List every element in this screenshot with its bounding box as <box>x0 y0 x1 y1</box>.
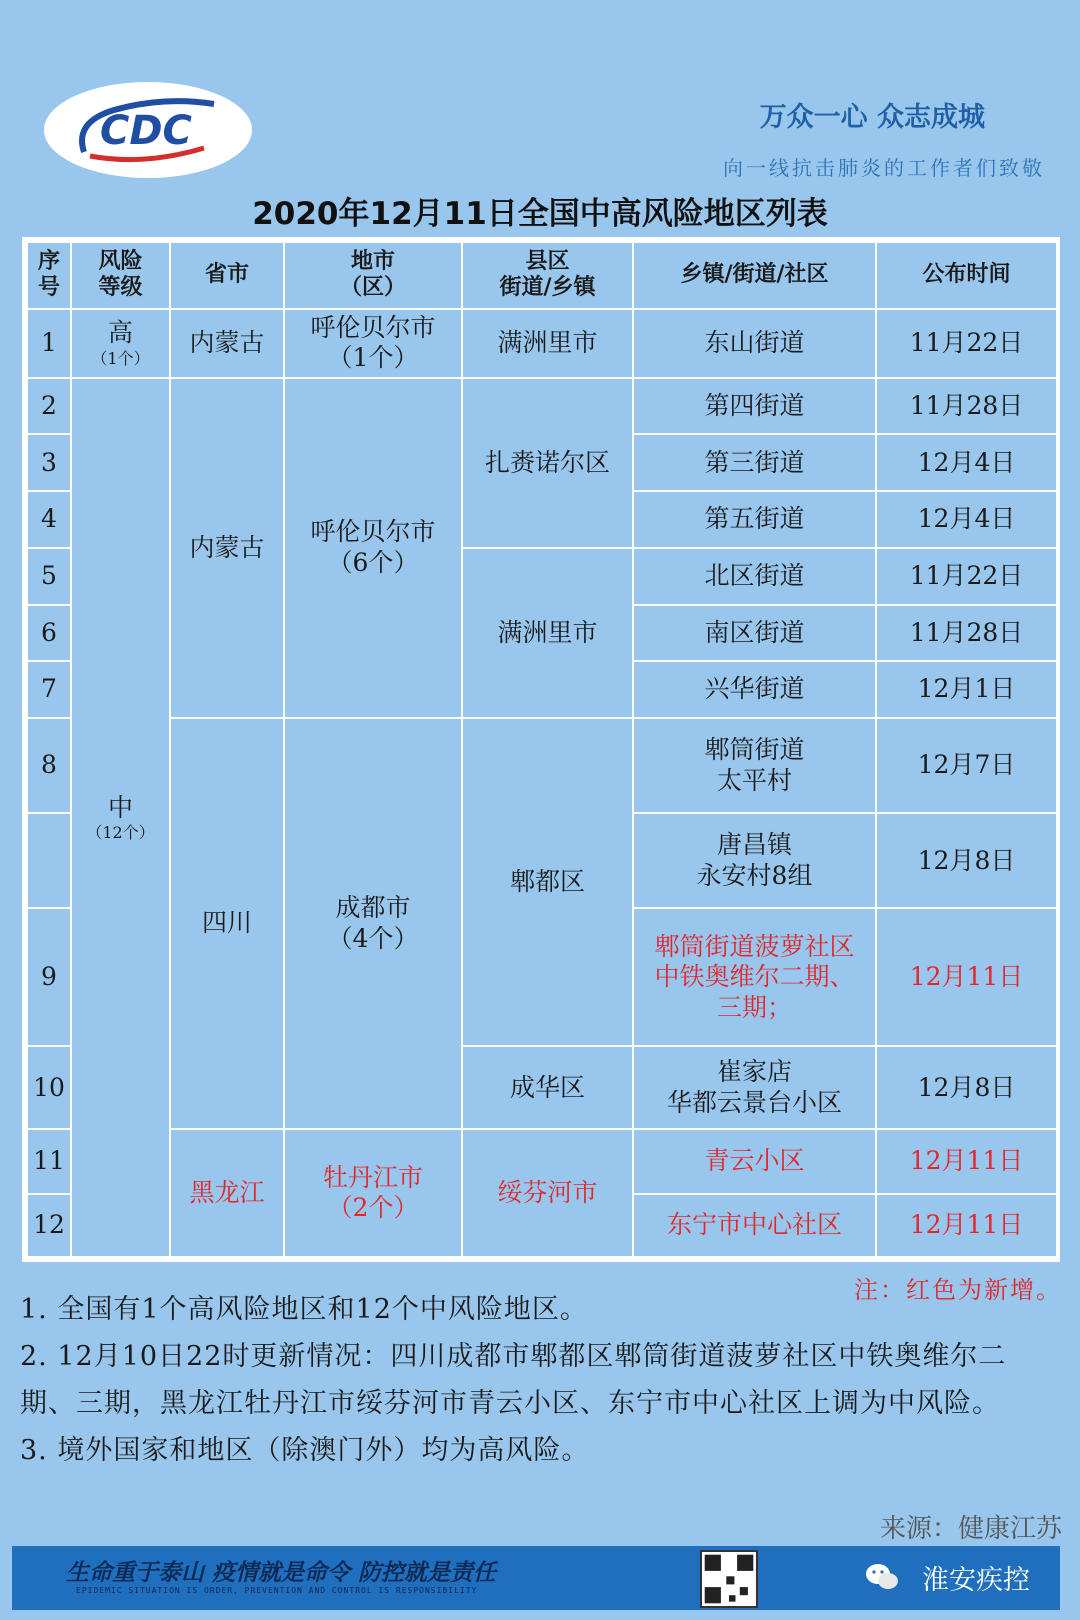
header-date: 公布时间 <box>876 242 1057 309</box>
seq-cell: 3 <box>27 434 71 491</box>
date-cell: 12月4日 <box>876 434 1057 491</box>
date-cell: 12月8日 <box>876 813 1057 908</box>
wechat-icon <box>864 1562 900 1592</box>
note-item: 3. 境外国家和地区（除澳门外）均为高风险。 <box>20 1435 590 1466</box>
header-community: 乡镇/街道/社区 <box>633 242 876 309</box>
seq-cell: 7 <box>27 661 71 718</box>
footer-banner <box>12 1546 1060 1610</box>
county-cell-new: 绥芬河市 <box>462 1129 633 1257</box>
community-cell: 唐昌镇 永安村8组 <box>633 813 876 908</box>
level-medium-cell: 中 （12个） <box>71 378 170 1257</box>
seq-cell: 4 <box>27 491 71 548</box>
city-cell: 呼伦贝尔市 （1个） <box>284 309 462 378</box>
note-item: 1. 全国有1个高风险地区和12个中风险地区。 <box>20 1294 588 1325</box>
header-province: 省市 <box>170 242 284 309</box>
risk-table-container <box>22 237 1060 1262</box>
seq-cell <box>27 813 71 908</box>
community-cell: 第三街道 <box>633 434 876 491</box>
table-row <box>27 309 1057 378</box>
table-row <box>27 378 1057 435</box>
community-cell: 南区街道 <box>633 605 876 662</box>
date-cell-new: 12月11日 <box>876 908 1057 1046</box>
seq-cell: 2 <box>27 378 71 435</box>
community-cell: 东山街道 <box>633 309 876 378</box>
new-items-note: 注：红色为新增。 <box>854 1276 1062 1304</box>
community-cell-new: 青云小区 <box>633 1129 876 1194</box>
page-title: 2020年12月11日全国中高风险地区列表 <box>252 196 828 232</box>
cdc-logo <box>44 82 252 178</box>
seq-cell: 5 <box>27 548 71 605</box>
logo-text: CDC <box>100 108 192 154</box>
date-cell: 12月1日 <box>876 661 1057 718</box>
seq-cell: 8 <box>27 718 71 813</box>
community-cell-new: 郫筒街道菠萝社区 中铁奥维尔二期、 三期； <box>633 908 876 1046</box>
header-level: 风险 等级 <box>71 242 170 309</box>
header-seq: 序 号 <box>27 242 71 309</box>
header-county: 县区 街道/乡镇 <box>462 242 633 309</box>
community-cell: 崔家店 华都云景台小区 <box>633 1046 876 1129</box>
province-cell: 内蒙古 <box>170 378 284 718</box>
city-cell: 呼伦贝尔市 （6个） <box>284 378 462 718</box>
level-high-cell: 高 （1个） <box>71 309 170 378</box>
seq-cell: 9 <box>27 908 71 1046</box>
table-header-row <box>27 242 1057 309</box>
community-cell: 北区街道 <box>633 548 876 605</box>
county-cell: 扎赉诺尔区 <box>462 378 633 548</box>
seq-cell: 12 <box>27 1194 71 1257</box>
province-cell: 四川 <box>170 718 284 1129</box>
risk-table <box>26 241 1058 1258</box>
province-cell: 内蒙古 <box>170 309 284 378</box>
county-cell: 成华区 <box>462 1046 633 1129</box>
cdc-logo-icon <box>44 82 252 178</box>
header-tribute: 向一线抗击肺炎的工作者们致敬 <box>723 156 1045 180</box>
community-cell: 第五街道 <box>633 491 876 548</box>
date-cell: 11月22日 <box>876 309 1057 378</box>
table-row <box>27 718 1057 813</box>
table-row <box>27 1129 1057 1194</box>
qr-code-icon <box>700 1550 758 1608</box>
city-cell: 成都市 （4个） <box>284 718 462 1129</box>
seq-cell: 10 <box>27 1046 71 1129</box>
seq-cell: 11 <box>27 1129 71 1194</box>
note-item: 2. 12月10日22时更新情况：四川成都市郫都区郫筒街道菠萝社区中铁奥维尔二期、三期，黑龙江牡丹江市绥芬河市青云小区、东宁市中心社区上调为中风险。 <box>20 1341 1007 1419</box>
header-slogan: 万众一心 众志成城 <box>759 102 985 133</box>
source-label: 来源：健康江苏 <box>879 1514 1062 1544</box>
date-cell: 12月8日 <box>876 1046 1057 1129</box>
date-cell-new: 12月11日 <box>876 1194 1057 1257</box>
footer-slogan: 生命重于泰山 疫情就是命令 防控就是责任 <box>66 1560 497 1586</box>
notes-section <box>20 1286 1060 1474</box>
date-cell: 11月28日 <box>876 605 1057 662</box>
date-cell-new: 12月11日 <box>876 1129 1057 1194</box>
seq-cell: 6 <box>27 605 71 662</box>
community-cell: 第四街道 <box>633 378 876 435</box>
province-cell-new: 黑龙江 <box>170 1129 284 1257</box>
date-cell: 11月28日 <box>876 378 1057 435</box>
community-cell-new: 东宁市中心社区 <box>633 1194 876 1257</box>
date-cell: 12月4日 <box>876 491 1057 548</box>
date-cell: 12月7日 <box>876 718 1057 813</box>
county-cell: 满洲里市 <box>462 309 633 378</box>
brand-name: 淮安疾控 <box>922 1565 1030 1596</box>
seq-cell: 1 <box>27 309 71 378</box>
header-city: 地市 （区） <box>284 242 462 309</box>
community-cell: 兴华街道 <box>633 661 876 718</box>
footer-slogan-en: EPIDEMIC SITUATION IS ORDER, PREVENTION AND CONTROL IS RESPONSIBILITY <box>76 1586 478 1595</box>
city-cell-new: 牡丹江市 （2个） <box>284 1129 462 1257</box>
county-cell: 满洲里市 <box>462 548 633 718</box>
county-cell: 郫都区 <box>462 718 633 1046</box>
community-cell: 郫筒街道 太平村 <box>633 718 876 813</box>
date-cell: 11月22日 <box>876 548 1057 605</box>
